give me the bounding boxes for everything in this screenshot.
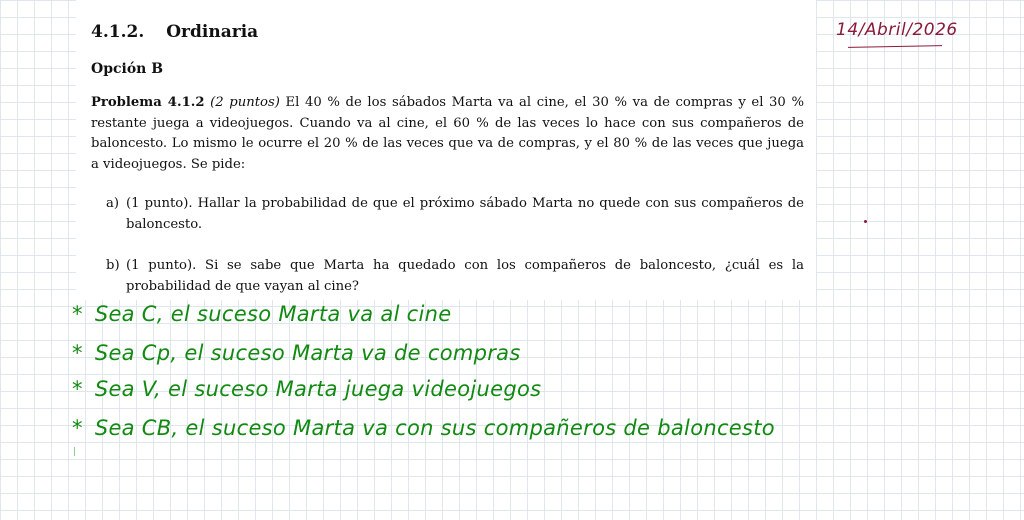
date-underline (848, 45, 942, 48)
question-b (106, 256, 804, 297)
handwritten-note (72, 302, 452, 326)
problem-title: Problema 4.1.2 (91, 95, 205, 110)
note-bullet: * (72, 302, 83, 326)
pen-cursor-mark (74, 447, 75, 456)
question-b-text: (1 punto). Si se sabe que Marta ha quedado con los compañeros de baloncesto, ¿cuál es la probabilidad de que vayan al cine? (126, 258, 804, 294)
problem-points: (2 puntos) (210, 95, 280, 110)
note-text: Sea V, el suceso Marta juega videojuegos (94, 377, 542, 401)
handwritten-note (72, 377, 541, 401)
note-bullet: * (72, 416, 83, 440)
section-number: 4.1.2. (91, 22, 145, 42)
handwritten-date: 14/Abril/2026 (836, 20, 958, 40)
problem-sheet (76, 0, 816, 300)
note-bullet: * (72, 377, 83, 401)
handwritten-note (72, 341, 521, 365)
problem-statement (91, 93, 804, 175)
question-b-label: b) (106, 258, 120, 273)
handwritten-note (72, 416, 775, 440)
ink-dot (864, 220, 867, 223)
note-text: Sea C, el suceso Marta va al cine (94, 302, 452, 326)
option-heading: Opción B (91, 61, 164, 77)
question-a (106, 194, 804, 235)
question-a-text: (1 punto). Hallar la probabilidad de que el próximo sábado Marta no quede con sus compañeros de baloncesto. (126, 196, 804, 232)
note-bullet: * (72, 341, 83, 365)
note-text: Sea Cp, el suceso Marta va de compras (94, 341, 521, 365)
question-a-label: a) (106, 196, 120, 211)
section-title: Ordinaria (166, 22, 259, 42)
problem-text: El 40 % de los sábados Marta va al cine, el 30 % va de compras y el 30 % restante juega a videojuegos. Cuando va al cine, el 60 % de las veces lo hace con sus compañeros de baloncesto. Lo mismo le ocurre el 20 % de las veces que va de compras, y el 80 % de las veces que juega a videojuegos. Se pide: (91, 95, 804, 172)
section-heading (91, 22, 258, 42)
note-text: Sea CB, el suceso Marta va con sus compañeros de baloncesto (94, 416, 775, 440)
